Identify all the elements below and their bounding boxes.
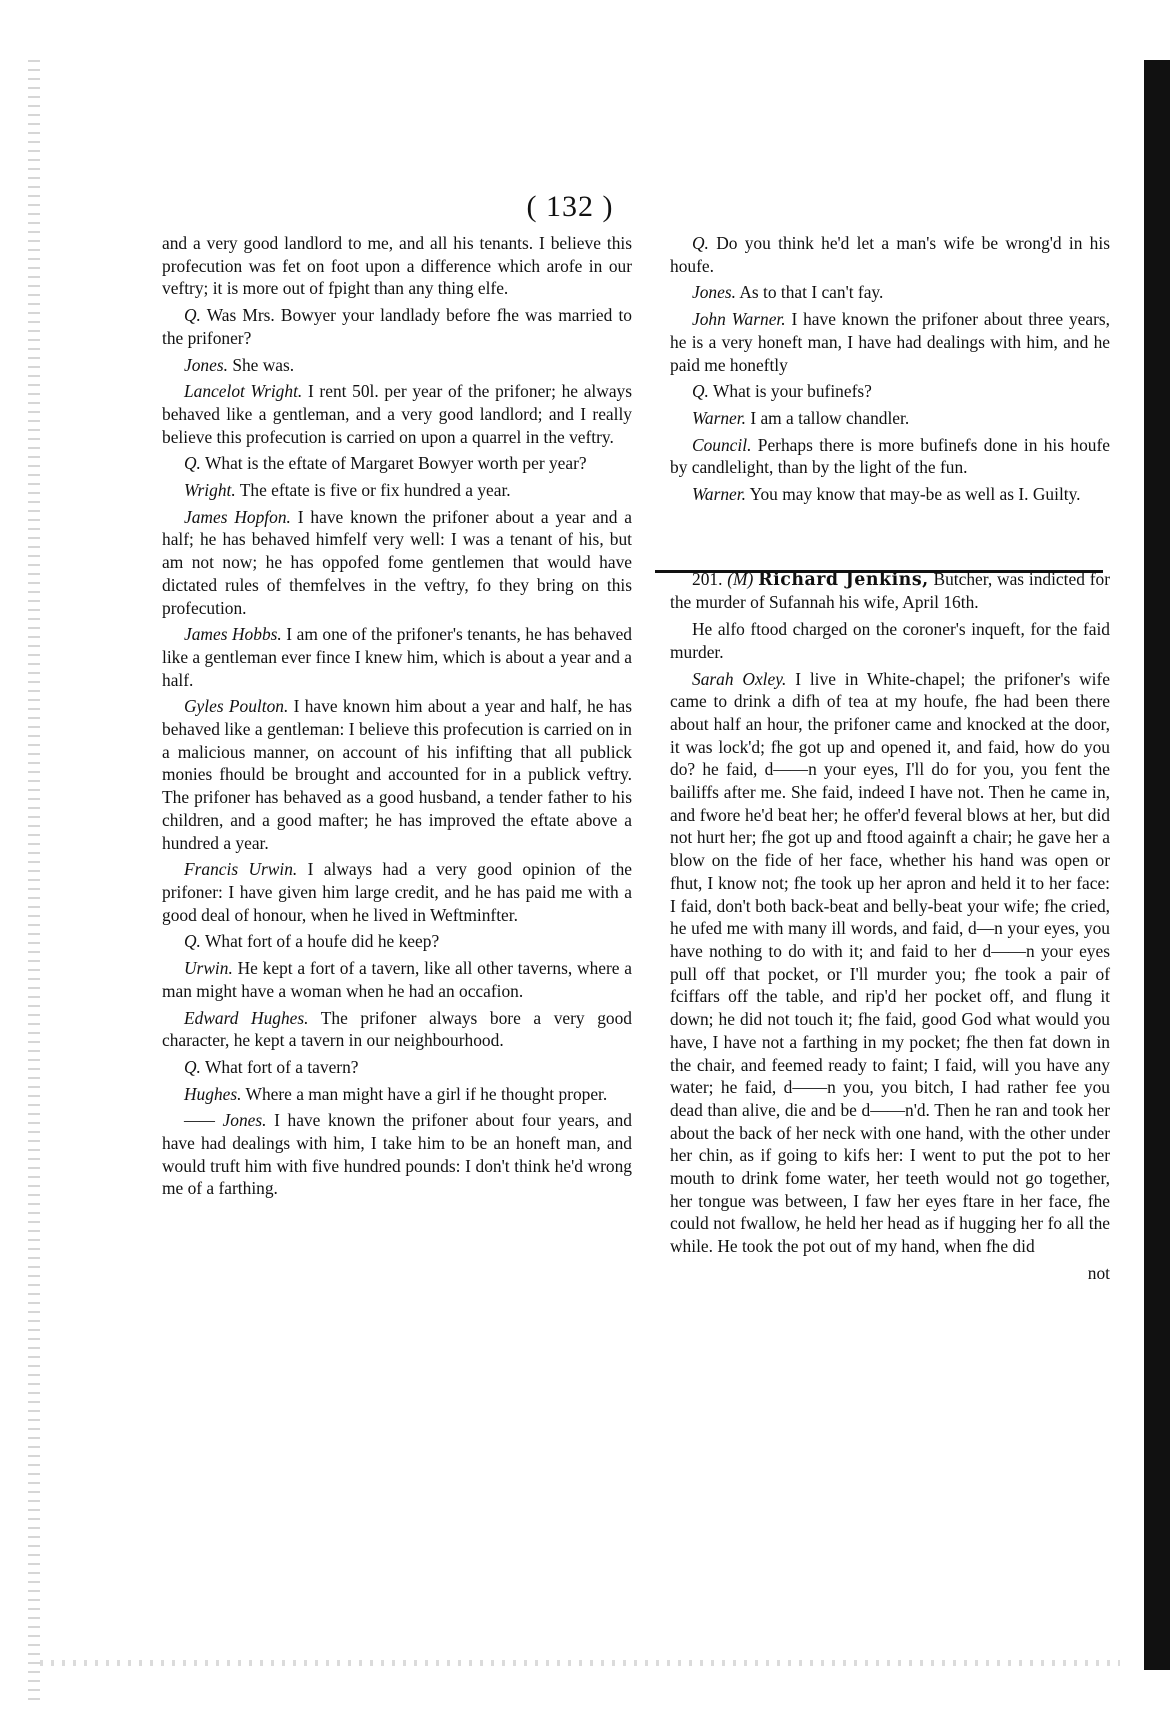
- speaker-name: Edward Hughes.: [184, 1007, 309, 1028]
- case-number: 201.: [692, 568, 723, 589]
- paragraph: [162, 1007, 632, 1052]
- paragraph: [670, 308, 1110, 376]
- testimony-text: I live in White-chapel; the prifoner's wife came to drink a difh of tea at my houfe, fhe had been there about half an hour, the prifoner came and knocked at the door, it was lock'd; fhe got up and opened it, and faid, how do you do? he faid, d——n your eyes, I'll do for you, you fent the bailiffs after me. She faid, indeed I have not. Then he came in, and fwore he'd beat her; he offer'd feveral blows at her, but did not hurt her; fhe got up and ftood againft a chair; he gave her a blow on the fide of her face, whether his hand was open or fhut, I know not; fhe took up her apron and held it to her face: I faid, don't both back-beat and belly-beat your wife; fhe cried, he ufed me with many ill words, and faid, d—n your eyes, you have nothing to do with it; and faid to her d——n your eyes pull off that pocket, or I'll murder you; fhe took a pair of fciffars off the table, and rip'd her pocket off, and flung it down; he did not touch it; fhe faid, good God what would you have, I have not a farthing in my pocket; fhe then fat down in the chair, and feemed ready to faint; I faid, will you have any water; he faid, d——n you, you bitch, I had rather fee you dead than alive, die and be d——n'd. Then he ran and took her about the back of her neck with one hand, with the other under her chin, as if going to kifs her: I went to put the pot to her mouth to drink fome water, her teeth would not go together, her tongue was between, I faw her eyes ftare in her face, fhe could not fwallow, he held her head as if hugging her fo all the while. He took the pot out of my hand, when fhe did: [670, 668, 1110, 1257]
- defendant-name: Richard Jenkins,: [758, 569, 929, 590]
- speaker-name: Q.: [184, 305, 201, 326]
- case-charge: Butcher, was indicted for the murder of Sufannah his wife, April 16th.: [670, 568, 1110, 613]
- testimony-text: and a very good landlord to me, and all his tenants. I believe this profecution was fet on foot upon a difference which arofe in our veftry; it is more out of fpight than any thing elfe.: [162, 233, 632, 299]
- testimony-text: I have known the prifoner about three years, he is a very honeft man, I have had dealings with him, and he paid me honeftly: [670, 309, 1110, 375]
- scan-page-edge: [1144, 60, 1170, 1670]
- paragraph: [162, 623, 632, 691]
- speaker-name: Jones.: [692, 282, 736, 303]
- catchword: not: [1087, 1262, 1110, 1283]
- paragraph: [162, 232, 632, 300]
- speaker-name: Gyles Poulton.: [184, 696, 289, 717]
- right-column: [670, 232, 1110, 1289]
- speaker-name: Q.: [184, 931, 201, 952]
- speaker-name: Hughes.: [184, 1083, 242, 1104]
- case-marker: (M): [727, 568, 754, 589]
- case-heading: [670, 568, 1110, 614]
- speaker-name: John Warner.: [692, 309, 786, 330]
- speaker-name: Francis Urwin.: [184, 859, 298, 880]
- paragraph: [670, 232, 1110, 277]
- speaker-name: James Hobbs.: [184, 624, 282, 645]
- paragraph: [670, 483, 1110, 506]
- testimony-text: I am a tallow chandler.: [750, 407, 910, 428]
- testimony-text: What fort of a houfe did he keep?: [204, 931, 440, 952]
- speaker-name: Q.: [692, 381, 709, 402]
- testimony-text: Do you think he'd let a man's wife be wrong'd in his houfe.: [670, 233, 1110, 276]
- testimony-text: As to that I can't fay.: [739, 282, 884, 303]
- speaker-name: Urwin.: [184, 958, 233, 979]
- testimony-text: He alfo ftood charged on the coroner's inqueft, for the faid murder.: [670, 619, 1110, 662]
- speaker-name: Q.: [184, 1056, 201, 1077]
- testimony-text: What fort of a tavern?: [204, 1056, 359, 1077]
- speaker-name: Sarah Oxley.: [692, 668, 787, 689]
- page-number: ( 132 ): [526, 190, 614, 223]
- testimony-text: I am one of the prifoner's tenants, he has behaved like a gentleman ever fince I knew him, which is about a year and a half.: [162, 624, 632, 690]
- testimony-text: The prifoner always bore a very good character, he kept a tavern in our neighbourhood.: [162, 1007, 632, 1051]
- paragraph: [670, 668, 1110, 1258]
- speaker-name: Lancelot Wright.: [184, 381, 303, 402]
- paragraph: [162, 304, 632, 349]
- speaker-name: Council.: [692, 434, 752, 455]
- speaker-name: Q.: [692, 233, 709, 253]
- speaker-name: —— Jones.: [184, 1110, 267, 1131]
- speaker-name: Warner.: [692, 484, 746, 505]
- testimony-text: Perhaps there is more bufinefs done in his houfe by candlelight, than by the light of the fun.: [670, 434, 1110, 478]
- paragraph: [162, 957, 632, 1002]
- paragraph: [670, 618, 1110, 663]
- paragraph: [162, 452, 632, 475]
- testimony-text: He kept a fort of a tavern, like all other taverns, where a man might have a woman when he had an occafion.: [162, 958, 632, 1001]
- paragraph: [670, 380, 1110, 403]
- section-gap: [670, 510, 1110, 552]
- paragraph: [162, 380, 632, 448]
- paragraph: [162, 479, 632, 502]
- paragraph: [162, 858, 632, 926]
- testimony-text: She was.: [232, 354, 295, 375]
- testimony-text: What is your bufinefs?: [712, 381, 872, 402]
- scan-edge-noise: [28, 60, 40, 1700]
- testimony-text: What is the eftate of Margaret Bowyer worth per year?: [204, 453, 587, 474]
- speaker-name: Jones.: [184, 354, 228, 375]
- paragraph: [162, 506, 632, 620]
- testimony-text: The eftate is five or fix hundred a year.: [239, 480, 511, 501]
- paragraph: [162, 354, 632, 377]
- paragraph: [162, 1109, 632, 1200]
- right-column-case-testimony: [670, 618, 1110, 1258]
- testimony-text: I have known the prifoner about four years, and have had dealings with him, I take him to be an honeft man, and would truft him with five hundred pounds: I don't think he'd wrong me of a farthing.: [162, 1110, 632, 1199]
- paragraph: [162, 695, 632, 854]
- testimony-text: Was Mrs. Bowyer your landlady before fhe was married to the prifoner?: [162, 305, 632, 348]
- speaker-name: Q.: [184, 453, 201, 474]
- testimony-text: I have known him about a year and half, he has behaved like a gentleman: I believe this profecution is carried on in a malicious manner, on account of his infifting that all publick monies fhould be brought and accounted for in a publick veftry. The prifoner has behaved as a good husband, a tender father to his children, and a good mafter; he has improved the eftate above a hundred a year.: [162, 696, 632, 853]
- right-column-testimony: [670, 232, 1110, 506]
- testimony-text: I have known the prifoner about a year and a half; he has behaved himfelf very well: I was a tenant of his, but am not now; he has oppofed fome gentlemen that would have dictated rules of themfelves in the veftry, fo they bring on this profecution.: [162, 506, 633, 618]
- section-rule: [655, 570, 1103, 573]
- testimony-text: Where a man might have a girl if he thought proper.: [245, 1083, 608, 1104]
- testimony-text: I rent 50l. per year of the prifoner; he always behaved like a gentleman, and a very good landlord; and I really believe this profecution is carried on upon a quarrel in the veftry.: [162, 381, 632, 447]
- paragraph: [162, 930, 632, 953]
- paragraph: [670, 407, 1110, 430]
- paragraph: [162, 1056, 632, 1079]
- speaker-name: James Hopfon.: [184, 506, 291, 527]
- speaker-name: Wright.: [184, 480, 236, 501]
- paragraph: [162, 1083, 632, 1106]
- testimony-text: You may know that may-be as well as I. Guilty.: [749, 484, 1081, 505]
- paragraph: [670, 281, 1110, 304]
- testimony-text: I always had a very good opinion of the prifoner: I have given him large credit, and he has paid me with a good deal of honour, when he lived in Weftminfter.: [162, 859, 632, 925]
- paragraph: [670, 434, 1110, 479]
- scan-bottom-noise: [40, 1660, 1120, 1666]
- speaker-name: Warner.: [692, 407, 746, 428]
- left-column: [162, 232, 632, 1204]
